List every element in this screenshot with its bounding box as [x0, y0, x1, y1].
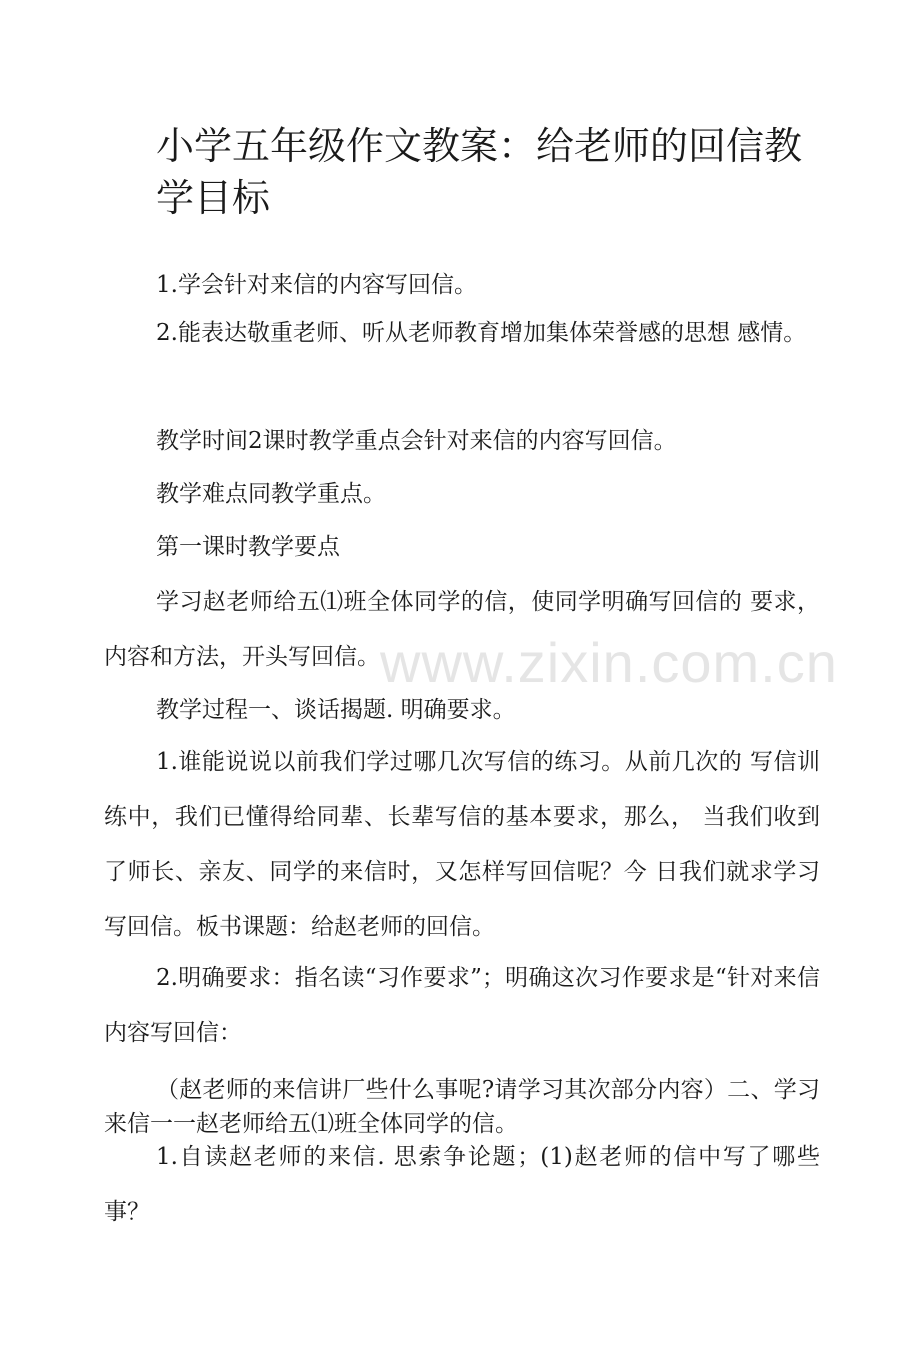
paragraph-objective-1: 1.学会针对来信的内容写回信。 — [156, 272, 477, 298]
paragraph-step-1: 1.谁能说说以前我们学过哪几次写信的练习。从前几次的 写信训练中，我们已懂得给同辈、长辈写信的基本要求，那么， 当我们收到了师长、亲友、同学的来信时，又怎样写回信呢？今 日我们就求学习写回信。板书课题：给赵老师的回信。 — [104, 749, 820, 940]
paragraph-difficulty: 教学难点同教学重点。 — [156, 481, 386, 507]
watermark-text: www.zixin.com.cn — [380, 631, 838, 694]
paragraph-teaching-time: 教学时间2课时教学重点会针对来信的内容写回信。 — [156, 428, 677, 454]
document-title: 小学五年级作文教案：给老师的回信教学目标 — [156, 124, 803, 220]
paragraph-read-letter: 1.自读赵老师的来信. 思索争论题；(1)赵老师的信中写了哪些事？ — [104, 1144, 820, 1225]
paragraph-objective-2: 2.能表达敬重老师、听从老师教育增加集体荣誉感的思想 感情。 — [156, 320, 807, 346]
paragraph-step-2: 2.明确要求：指名读“习作要求”；明确这次习作要求是“针对来信内容写回信： — [104, 965, 820, 1046]
paragraph-study-letter: 学习赵老师给五⑴班全体同学的信，使同学明确写回信的 要求，内容和方法，开头写回信。 — [104, 589, 820, 670]
paragraph-part-two: （赵老师的来信讲厂些什么事呢?请学习其次部分内容）二、学习来信一一赵老师给五⑴班全体同学的信。 — [104, 1077, 820, 1137]
paragraph-process: 教学过程一、谈话揭题. 明确要求。 — [156, 697, 516, 723]
paragraph-first-lesson: 第一课时教学要点 — [156, 534, 340, 560]
